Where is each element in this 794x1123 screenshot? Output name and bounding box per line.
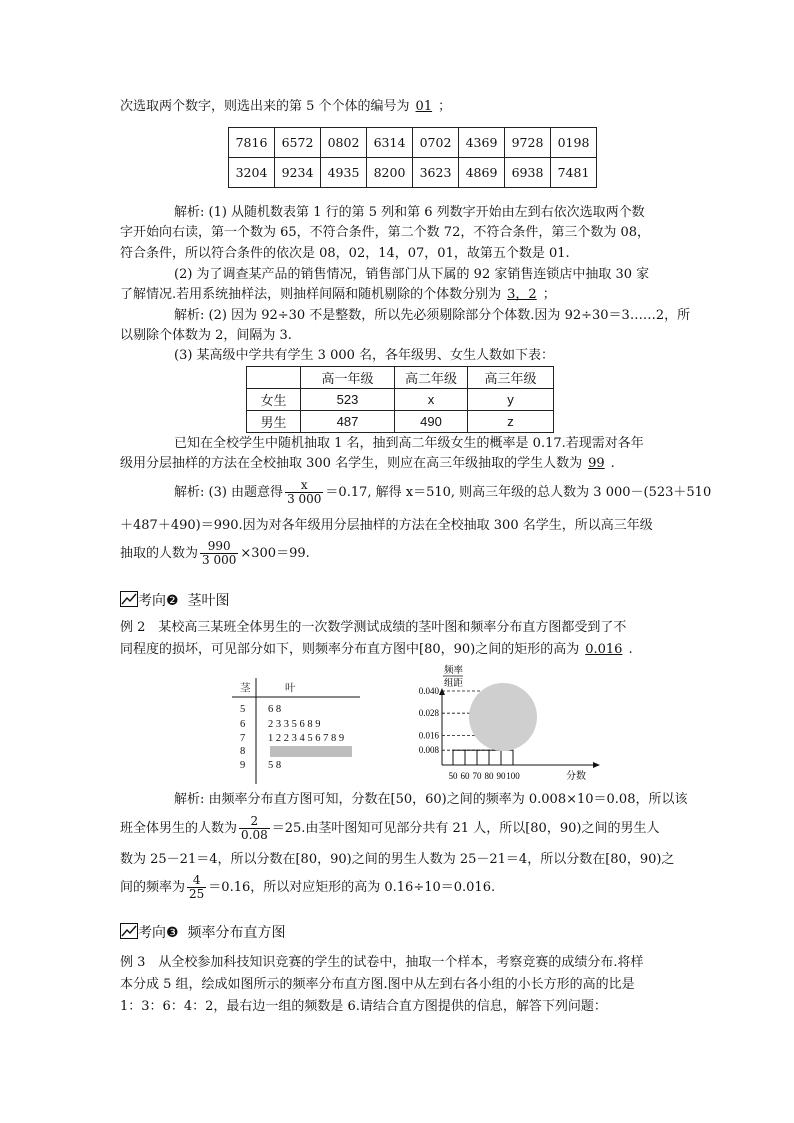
leaf-values: 6 8 [268,704,282,715]
trend-icon [120,591,138,607]
stem-value: 6 [240,719,246,730]
table-cell [247,367,301,389]
ex2-question-line: 例 2 某校高三某班全体男生的一次数学测试成绩的茎叶图和频率分布直方图都受到了不 [120,620,627,635]
p1-analysis-line: 符合条件，所以符合条件的依次是 08，02，14，07，01，故第五个数是 01. [120,246,570,261]
table-cell: 0802 [321,128,367,158]
p1-analysis-line: 解析: (1) 从随机数表第 1 行的第 5 列和第 6 列数字开始由左到右依次选取两个数 [174,205,645,220]
p1-analysis-line: 字开始向右读，第一个数为 65，不符合条件，第二个数 72，不符合条件，第三个数为 08， [120,225,651,240]
x-tick-label: 80 [484,771,494,781]
denominator: 3 000 [287,492,322,506]
table-row [247,389,554,411]
y-axis-arrow [439,688,445,695]
p2-analysis-line: 解析: (2) 因为 92÷30 不是整数，所以先必须剔除部分个体数.因为 92÷30＝3……2，所 [174,308,691,323]
section-title: 茎叶图 [187,593,230,609]
p3-question-line: 已知在全校学生中随机抽取 1 名，抽到高二年级女生的概率是 0.17.若现需对各年 [174,436,644,451]
histogram-bar [477,750,489,765]
stem-value: 9 [240,760,246,771]
p3-end: . [610,456,615,471]
damaged-area [270,746,352,757]
table-cell: 487 [301,411,395,433]
p3-analysis-prefix: 解析: (3) 由题意得 [174,485,284,500]
table-cell: 6314 [367,128,413,158]
section-label: 考向 [138,925,166,941]
stem-value: 5 [240,704,246,715]
ex2-analysis-line [120,815,659,842]
p3-analysis-line [120,540,310,567]
fraction [187,874,206,901]
p3-analysis-line: ＋487＋490)＝990.因为对各年级用分层抽样的方法在全校抽取 300 名学生，所以高三年级 [120,518,653,533]
random-number-table [228,127,597,188]
numerator: 4 [187,874,206,888]
p2-analysis-line: 以剔除个体数为 2，间隔为 3. [120,328,292,343]
ex3-question-line: 例 3 从全校参加科技知识竞赛的学生的试卷中，抽取一个样本，考察竞赛的成绩分布.将样 [120,955,644,970]
p3-question-line: (3) 某高级中学共有学生 3 000 名，各年级男、女生人数如下表： [174,348,555,363]
stem-value: 8 [240,746,246,757]
table-cell: 4935 [321,158,367,188]
p3-analysis-rest: ×300＝99. [240,546,310,561]
table-cell: 4369 [459,128,505,158]
table-cell: y [468,389,554,411]
table-cell: 9234 [275,158,321,188]
p3-text: 级用分层抽样的方法在全校抽取 300 名学生，则应在高三年级抽取的学生人数为 [120,456,583,471]
ex2-analysis-line: 解析: 由频率分布直方图可知，分数在[50，60)之间的频率为 0.008×10＝0.08，所以该 [174,792,688,807]
p2-question-line: (2) 为了调查某产品的销售情况，销售部门从下属的 92 家销售连锁店中抽取 30 家 [174,267,650,282]
section-heading [120,590,229,610]
ex2-analysis-line [120,874,495,901]
p2-text: 了解情况.若用系统抽样法，则抽样间隔和随机剔除的个体数分别为 [120,287,502,302]
table-row [247,411,554,433]
section-label: 考向 [138,593,166,609]
denominator: 0.08 [241,828,268,842]
x-axis-label: 分数 [566,771,586,782]
y-label-bottom: 组距 [444,679,464,689]
leaf-header: 叶 [285,683,296,694]
table-row [229,128,597,158]
ex3-question-line: 本分成 5 组，绘成如图所示的频率分布直方图.图中从左到右各小组的小长方形的高的比是 [120,977,635,992]
ex2-analysis-rest: ＝0.16，所以对应矩形的高为 0.16÷10＝0.016. [208,880,496,895]
section-number: ❷ [166,593,179,609]
x-axis-arrow [593,762,600,768]
intro-answer: 01 [415,99,433,114]
intro-text: 次选取两个数字，则选出来的第 5 个个体的编号为 [120,99,410,114]
x-tick-label: 60 [460,771,470,781]
p2-end: ； [542,287,556,302]
y-tick-label: 0.016 [418,730,439,741]
stem-header: 茎 [240,683,251,694]
leaf-values: 2 3 3 5 6 8 9 [268,719,321,730]
p2-question-line [120,285,556,305]
damaged-area [469,683,537,751]
table-cell: 523 [301,389,395,411]
ex2-analysis-prefix: 班全体男生的人数为 [120,821,238,836]
table-cell: 6572 [275,128,321,158]
p3-question-line [120,454,615,474]
table-cell: 4869 [459,158,505,188]
table-cell: 7816 [229,128,275,158]
section-title: 频率分布直方图 [187,925,286,941]
y-tick-label: 0.040 [418,686,439,696]
table-cell: 女生 [247,389,301,411]
x-tick-label: 50 [448,771,458,781]
ex2-text: 同程度的损坏，可见部分如下，则频率分布直方图中[80，90)之间的矩形的高为 [120,642,580,657]
stem-value: 7 [240,733,246,744]
fraction [239,815,270,842]
fraction [200,540,238,567]
ex2-answer: 0.016 [585,642,623,657]
y-tick-label: 0.028 [418,708,439,719]
table-cell: 6938 [505,158,551,188]
table-cell: 7481 [551,158,597,188]
table-cell: 490 [395,411,468,433]
table-cell: 高二年级 [395,367,468,389]
table-cell: x [395,389,468,411]
leaf-values: 5 8 [268,760,282,771]
frequency-histogram [405,660,605,785]
p3-analysis-line [174,479,711,506]
ex2-analysis-line: 数为 25－21＝4，所以分数在[80，90)之间的男生人数为 25－21＝4，所以分数在[80，90)之 [120,852,675,867]
numerator: x [285,479,323,493]
table-cell: 3623 [413,158,459,188]
intro-line [120,97,451,117]
y-label-top: 频率 [444,666,464,676]
table-cell: 0702 [413,128,459,158]
table-row [247,367,554,389]
ex2-end: . [628,642,633,657]
table-cell: 8200 [367,158,413,188]
p2-answer: 3，2 [507,287,537,302]
table-cell: 3204 [229,158,275,188]
p3-analysis-rest: ＝0.17, 解得 x＝510, 则高三年级的总人数为 3 000－(523＋510 [325,485,712,500]
table-row [229,158,597,188]
histogram-bar [501,750,513,765]
section-heading [120,922,285,942]
leaf-values: 1 2 2 3 4 5 6 7 8 9 [268,733,345,744]
numerator: 990 [200,540,238,554]
table-cell: z [468,411,554,433]
histogram-bar [465,750,477,765]
ex3-question-line: 1：3：6：4：2，最右边一组的频数是 6.请结合直方图提供的信息，解答下列问题： [120,999,607,1014]
table-cell: 9728 [505,128,551,158]
y-tick-label: 0.008 [418,745,439,756]
x-tick-label: 90 [496,771,506,781]
table-cell: 男生 [247,411,301,433]
denominator: 3 000 [202,553,237,567]
trend-icon [120,923,138,939]
section-number: ❸ [166,925,179,941]
ex2-analysis-prefix: 间的频率为 [120,880,186,895]
numerator: 2 [239,815,270,829]
table-cell: 高一年级 [301,367,395,389]
ex2-question-line [120,640,633,660]
ex2-analysis-rest: ＝25.由茎叶图知可见部分共有 21 人，所以[80，90)之间的男生人 [271,821,660,836]
histogram-bar [489,750,501,765]
p3-answer: 99 [588,456,605,471]
denominator: 25 [189,887,205,901]
histogram-bar [453,750,465,765]
table-cell: 0198 [551,128,597,158]
fraction [285,479,323,506]
intro-end: ； [438,99,452,114]
p3-analysis-prefix: 抽取的人数为 [120,546,199,561]
grade-table [246,366,554,433]
table-cell: 高三年级 [468,367,554,389]
x-tick-label: 70 [472,771,482,781]
x-tick-label: 100 [506,771,520,781]
